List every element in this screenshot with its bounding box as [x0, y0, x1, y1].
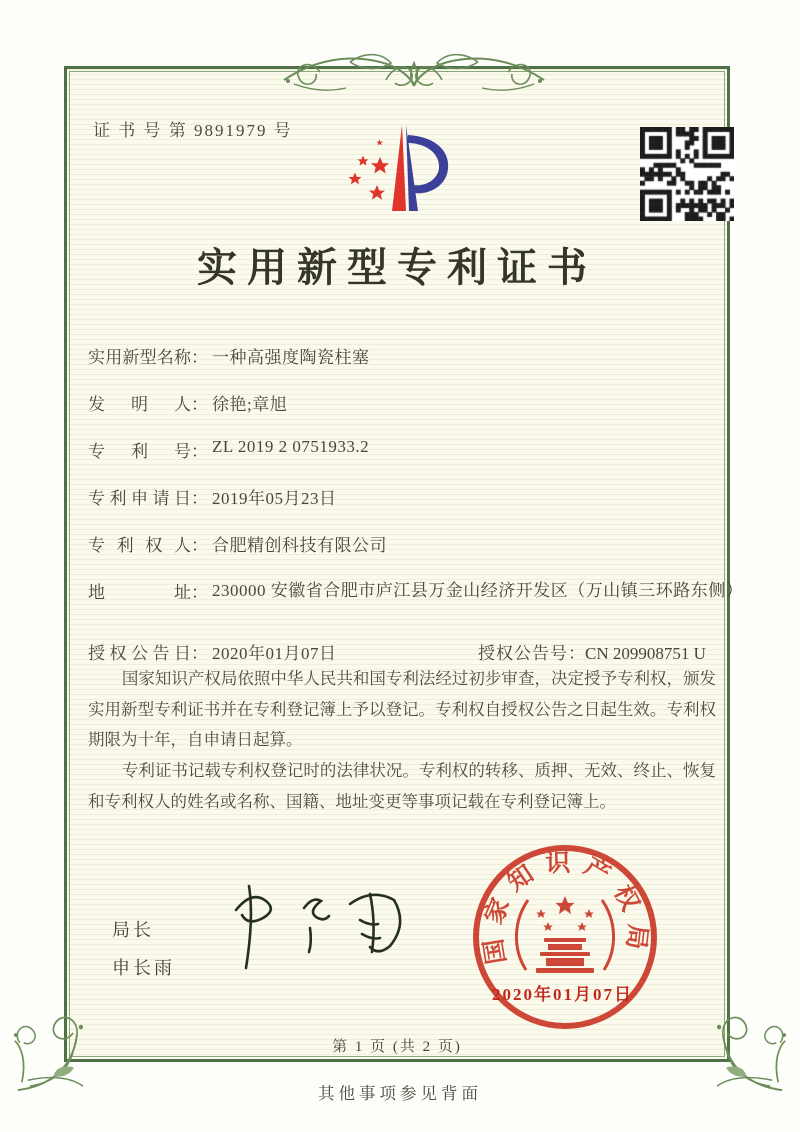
legal-paragraph-2: 专利证书记载专利权登记时的法律状况。专利权的转移、质押、无效、终止、恢复和专利权人的姓名或名称、国籍、地址变更等事项记载在专利登记簿上。 [88, 761, 716, 811]
field-value: CN 209908751 U [585, 644, 706, 663]
field-label: 专利号 [88, 442, 191, 461]
field-label: 地址 [88, 583, 191, 602]
field-label: 授权公告号 [478, 644, 568, 663]
legal-paragraph-1: 国家知识产权局依照中华人民共和国专利法经过初步审查，决定授予专利权，颁发实用新型专利证书并在专利登记簿上予以登记。专利权自授权公告之日起生效。专利权期限为十年，自申请日起算。 [88, 669, 716, 750]
page-indicator: 第 1 页 (共 2 页) [332, 1039, 462, 1055]
field-label: 发明人 [88, 395, 191, 414]
field-grant-row: 授权公告日： 2020年01月07日 授权公告号：CN 209908751 U [88, 639, 337, 664]
director-name: 申长雨 [112, 958, 175, 978]
certificate-title: 实用新型专利证书 [197, 245, 597, 290]
field-label: 实用新型名称 [88, 348, 191, 367]
field-label: 专利申请日 [88, 489, 191, 508]
legal-text-block [88, 664, 716, 817]
field-value: 2020年01月07日 [212, 644, 337, 663]
field-value: 徐艳;章旭 [212, 395, 288, 414]
seal-date: 2020年01月07日 [492, 985, 633, 1004]
certificate-number: 证 书 号 第 9891979 号 [93, 121, 293, 140]
qr-code-icon [640, 127, 734, 221]
field-label: 授权公告日 [88, 644, 191, 663]
field-value: 合肥精创科技有限公司 [212, 536, 387, 555]
field-patentee: 专利权人： 合肥精创科技有限公司 [88, 531, 387, 556]
back-side-note: 其他事项参见背面 [318, 1084, 482, 1103]
seal-ring-text: 国家知识产权局 [478, 849, 651, 966]
field-label: 专利权人 [88, 536, 191, 555]
field-value: ZL 2019 2 0751933.2 [212, 437, 370, 456]
field-patent-number: 专利号： ZL 2019 2 0751933.2 [88, 437, 370, 461]
director-title: 局长 [112, 920, 154, 940]
field-address: 地址： 230000 安徽省合肥市庐江县万金山经济开发区（万山镇三环路东侧） [88, 578, 760, 604]
cnipa-logo-icon [346, 119, 458, 219]
field-value: 230000 安徽省合肥市庐江县万金山经济开发区（万山镇三环路东侧） [212, 581, 744, 600]
field-inventor: 发明人： 徐艳;章旭 [88, 390, 287, 415]
field-grant-number: 授权公告号：CN 209908751 U [478, 644, 706, 663]
field-value: 2019年05月23日 [212, 489, 337, 508]
field-utility-model-name: 实用新型名称： 一种高强度陶瓷柱塞 [88, 343, 370, 368]
director-signature-icon [222, 876, 420, 978]
field-value: 一种高强度陶瓷柱塞 [212, 348, 370, 367]
field-filing-date: 专利申请日： 2019年05月23日 [88, 484, 337, 509]
